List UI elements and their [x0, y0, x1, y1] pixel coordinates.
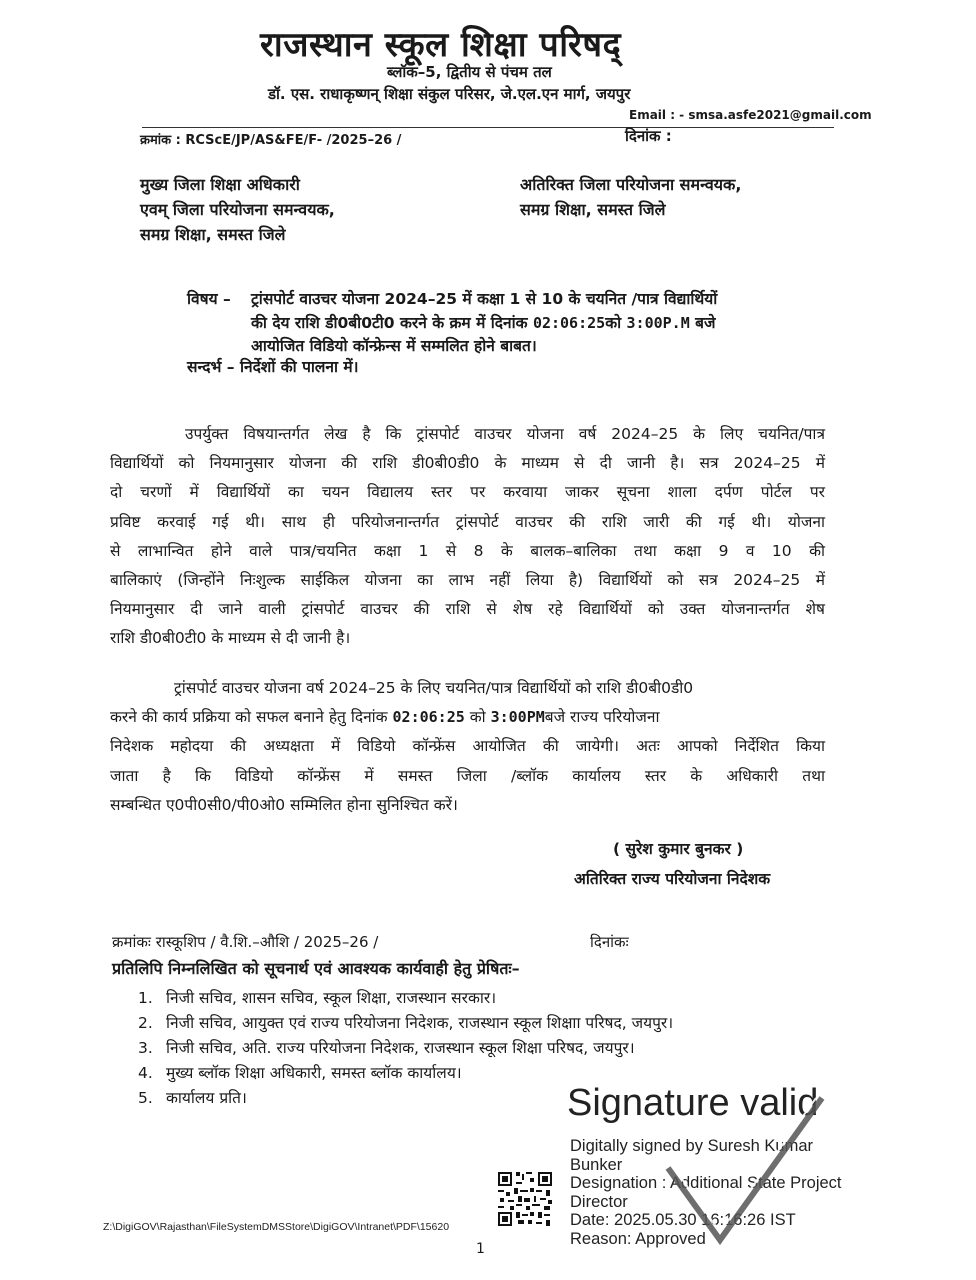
- subject-line-2: [251, 312, 716, 334]
- subject-line-1: ट्रांसपोर्ट वाउचर योजना 2024–25 में कक्षा 1 से 10 के चयनित /पात्र विद्यार्थियों: [251, 290, 718, 308]
- list-item-number: 4.: [138, 1064, 153, 1082]
- signatory-name: ( सुरेश कुमार बुनकर ): [613, 840, 744, 858]
- reference-label-text: सन्दर्भ –: [187, 358, 235, 376]
- handwritten-time: 3:00PM: [490, 708, 545, 727]
- paragraph-line: प्रविष्ट करवाई गई थी। साथ ही परियोजनान्तर्गत ट्रांसपोर्ट वाउचर की राशि जारी की गई थी। योजना: [110, 512, 825, 531]
- handwritten-date: 02:06:25: [532, 314, 606, 332]
- body-paragraph-1: [110, 420, 825, 654]
- signature-line: Digitally signed by Suresh Kumar: [570, 1137, 814, 1155]
- list-item-number: 1.: [138, 989, 153, 1007]
- list-item: [138, 1036, 673, 1061]
- addressee-left: [140, 172, 335, 247]
- subject-line-3: आयोजित विडियो कॉन्फ्रेन्स में सम्मलित होने बाबत।: [251, 337, 537, 355]
- para2-line2b: को: [469, 708, 486, 727]
- page-number: 1: [476, 1241, 485, 1257]
- paragraph-line: से लाभान्वित होने वाले पात्र/चयनित कक्षा 1 से 8 के बालक–बालिका तथा कक्षा 9 व 10 की: [110, 541, 825, 560]
- addressee-left-line: समग्र शिक्षा, समस्त जिले: [140, 225, 286, 244]
- list-item-text: निजी सचिव, अति. राज्य परियोजना निदेशक, राजस्थान स्कूल शिक्षा परिषद, जयपुर।: [166, 1039, 635, 1057]
- email-text: Email : - smsa.asfe2021@gmail.com: [629, 108, 872, 122]
- list-item-text: कार्यालय प्रति।: [166, 1089, 247, 1107]
- address-line-1: ब्लॉक–5, द्वितीय से पंचम तल: [387, 63, 552, 81]
- file-path: Z:\DigiGOV\Rajasthan\FileSystemDMSStore\DigiGOV\Intranet\PDF\15620: [103, 1221, 450, 1233]
- paragraph-line: ट्रांसपोर्ट वाउचर योजना वर्ष 2024–25 के लिए चयनित/पात्र विद्यार्थियों को राशि डी0बी0डी0: [174, 679, 694, 697]
- list-item-number: 5.: [138, 1089, 153, 1107]
- paragraph-line: दो चरणों में विद्यार्थियों का चयन विद्यालय स्तर पर करवाया जाकर सूचना शाला दर्पण पोर्टल पर: [110, 483, 825, 502]
- list-item-number: 3.: [138, 1039, 153, 1057]
- copy-date-label: दिनांकः: [590, 933, 629, 951]
- qr-code-icon: [496, 1170, 554, 1228]
- signature-line: Date: 2025.05.30 16:16:26 IST: [570, 1211, 796, 1229]
- header-divider: [142, 127, 834, 128]
- list-item-text: निजी सचिव, शासन सचिव, स्कूल शिक्षा, राजस्थान सरकार।: [166, 989, 497, 1007]
- paragraph-line: सम्बन्धित ए0पी0सी0/पी0ओ0 सम्मिलित होना सुनिश्चित करें।: [110, 795, 458, 814]
- addressee-left-line: मुख्य जिला शिक्षा अधिकारी: [140, 175, 300, 194]
- org-title: राजस्थान स्कूल शिक्षा परिषद्: [260, 25, 622, 65]
- signature-line: Reason: Approved: [570, 1229, 706, 1248]
- handwritten-date: 02:06:25: [392, 708, 465, 727]
- date-label: दिनांक :: [625, 127, 672, 145]
- signature-valid-title: Signature valid: [567, 1082, 819, 1124]
- signature-checkmark-icon: [660, 1090, 830, 1250]
- copy-heading: प्रतिलिपि निम्नलिखित को सूचनार्थ एवं आवश्यक कार्यवाही हेतु प्रेषितः–: [112, 959, 520, 978]
- list-item-text: मुख्य ब्लॉक शिक्षा अधिकारी, समस्त ब्लॉक कार्यालय।: [166, 1064, 462, 1082]
- signature-line: Bunker: [570, 1155, 623, 1174]
- body-paragraph-2: [110, 674, 825, 820]
- signatory-designation: अतिरिक्त राज्य परियोजना निदेशक: [574, 870, 771, 888]
- subject-line-2a: की देय राशि डी0बी0टी0 करने के क्रम में दिनांक: [251, 314, 528, 332]
- reference-number: क्रमांक : RCScE/JP/AS&FE/F- /2025–26 /: [140, 133, 402, 148]
- addressee-left-line: एवम् जिला परियोजना समन्वयक,: [140, 200, 335, 219]
- list-item: [138, 1011, 673, 1036]
- addressee-right-line: अतिरिक्त जिला परियोजना समन्वयक,: [520, 175, 742, 194]
- handwritten-time: 3:00P.M: [626, 314, 690, 332]
- paragraph-line: बालिकाएं (जिन्होंने निःशुल्क साईकिल योजना का लाभ नहीं लिया है) विद्यार्थियों को सत्र 2024–25 में: [110, 571, 825, 590]
- address-line-2: डॉ. एस. राधाकृष्णन् शिक्षा संकुल परिसर, जे.एल.एन मार्ग, जयपुर: [268, 85, 631, 103]
- copy-reference: क्रमांकः रास्कूशिप / वै.शि.–औशि / 2025–26 /: [112, 933, 379, 951]
- reference-label: [187, 356, 359, 378]
- list-item-text: निजी सचिव, आयुक्त एवं राज्य परियोजना निदेशक, राजस्थान स्कूल शिक्षाा परिषद, जयपुर।: [166, 1014, 674, 1032]
- addressee-right-line: समग्र शिक्षा, समस्त जिले: [520, 200, 666, 219]
- paragraph-line: उपर्युक्त विषयान्तर्गत लेख है कि ट्रांसपोर्ट वाउचर योजना वर्ष 2024–25 के लिए चयनित/पात्र: [185, 425, 825, 443]
- paragraph-line: जाता है कि विडियो कॉन्फ्रेंस में समस्त जिला /ब्लॉक कार्यालय स्तर के अधिकारी तथा: [110, 766, 825, 785]
- para2-line2c: बजे राज्य परियोजना: [544, 708, 660, 727]
- paragraph-line: निदेशक महोदया की अध्यक्षता में विडियो कॉन्फ्रेंस आयोजित की जायेगी। अतः आपको निर्देशित किया: [110, 737, 825, 756]
- subject-label: विषय –: [187, 290, 231, 308]
- list-item-number: 2.: [138, 1014, 153, 1032]
- signature-line: Director: [570, 1192, 628, 1211]
- paragraph-line-with-date: [110, 703, 825, 732]
- paragraph-line: राशि डी0बी0टी0 के माध्यम से दी जानी है।: [110, 629, 351, 648]
- subject-line-2c: बजे: [695, 314, 716, 332]
- para2-line2a: करने की कार्य प्रक्रिया को सफल बनाने हेतु दिनांक: [110, 708, 388, 727]
- reference-text: निर्देशों की पालना में।: [239, 358, 359, 376]
- subject-line-2b: को: [605, 314, 622, 332]
- paragraph-line: विद्यार्थियों को नियमानुसार योजना की राशि डी0बी0डी0 के माध्यम से दी जानी है। सत्र 2024–25 में: [110, 454, 825, 473]
- addressee-right: [520, 172, 741, 222]
- list-item: [138, 986, 673, 1011]
- paragraph-line: नियमानुसार दी जाने वाली ट्रांसपोर्ट वाउचर की राशि से शेष रहे विद्यार्थियों को उक्त योजनान्तर्गत शेष: [110, 600, 825, 619]
- signature-line: Designation : Additional State Project: [570, 1174, 842, 1192]
